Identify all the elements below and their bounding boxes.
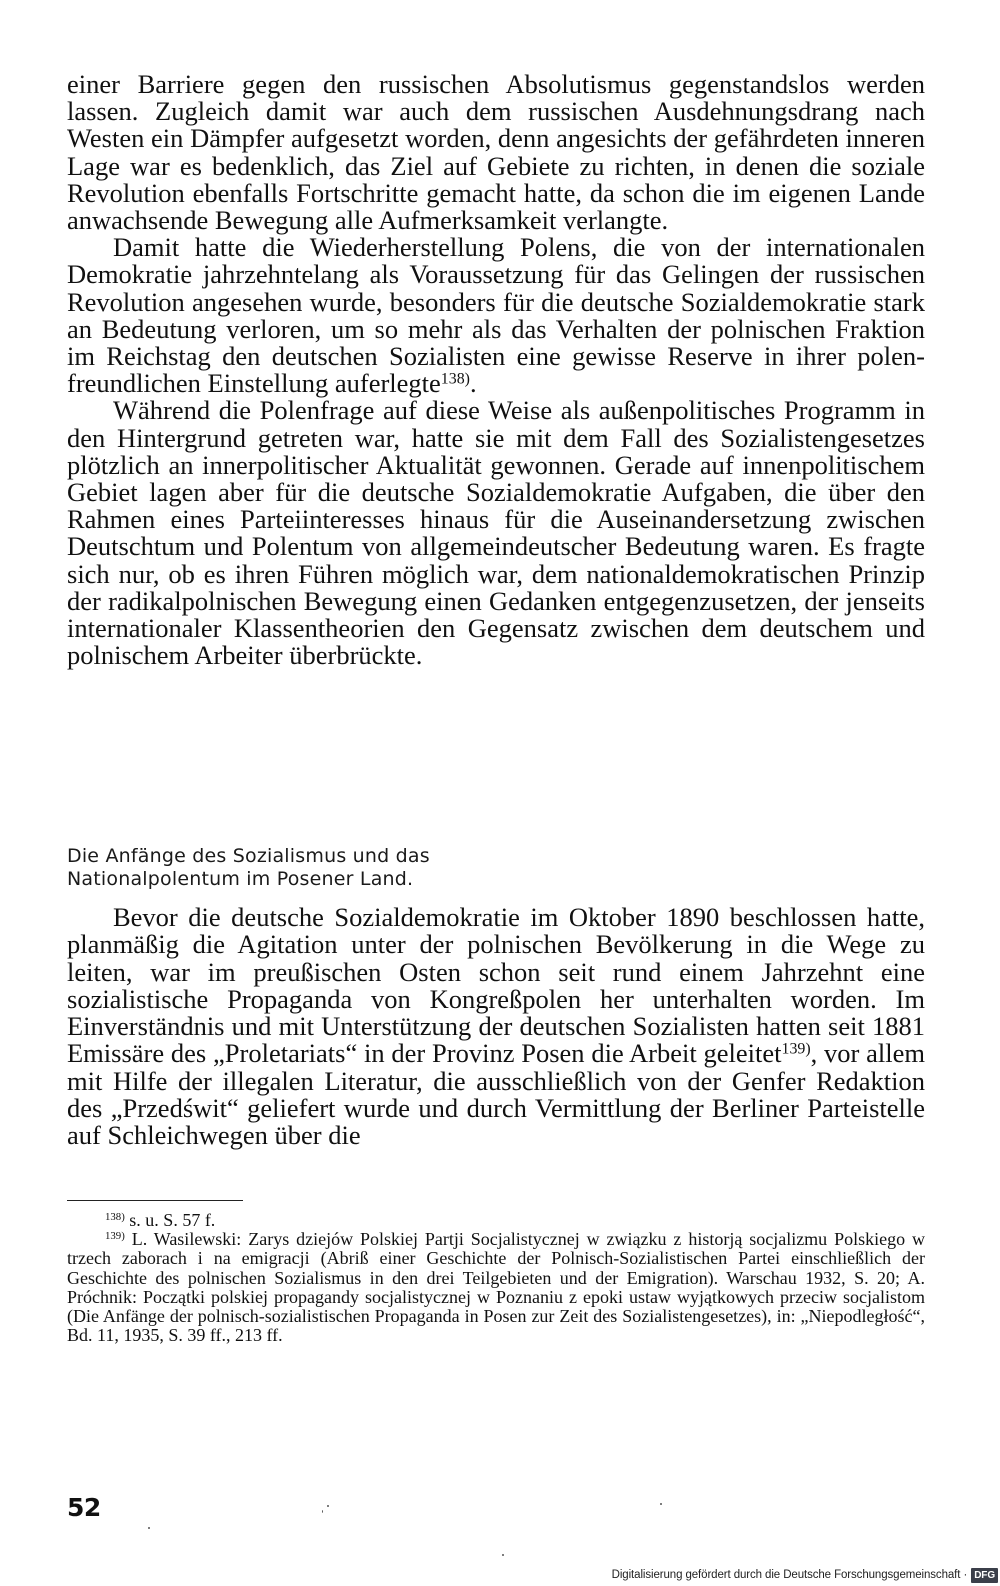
digitization-credit	[612, 1564, 1000, 1586]
footnote-ref-139: 139)	[781, 1040, 811, 1058]
paragraph-3	[67, 397, 925, 669]
paragraph-2-text: Damit hatte die Wiederherstellung Polens, die von der internationalen Demokratie jahrzehntelang als Voraussetzung für das Gelingen der russischen Revolution angesehen wurde, besonders für die deutsche Sozialdemokratie stark an Bedeutung verloren, um so mehr als das Verhalten der polnischen Fraktion im Reichstag den deutschen Sozialisten eine gewisse Reserve in ihrer polenfreundlichen Einstellung auferlegte	[67, 232, 925, 399]
section-paragraph	[67, 904, 925, 1150]
footnote-139	[67, 1230, 925, 1345]
section-paragraph-part-1: Bevor die deutsche Sozialdemokratie im Oktober 1890 beschlossen hatte, planmäßig die Agitation unter der polnischen Bevölkerung in die Wege zu leiten, war im preußischen Osten schon seit rund einem Jahrzehnt eine sozialistische Propaganda von Kongreßpolen her unterhalten worden. Im Einverständnis und mit Unterstützung der deutschen Sozialisten hatten seit 1881 Emissäre des „Proletariats“ in der Provinz Posen die Arbeit geleitet	[67, 902, 925, 1069]
paragraph-3-text: Während die Polenfrage auf diese Weise als außenpolitisches Programm in den Hintergrund getreten war, hatte sie mit dem Fall des Sozialistengesetzes plötzlich an innerpolitischer Aktualität gewonnen. Gerade auf innenpolitischem Gebiet lagen aber für die deutsche Sozialdemokratie Aufgaben, die über den Rahmen eines Parteiinteresses hinaus für die Auseinandersetzung zwischen Deutschtum und Polentum von allgemeindeutscher Bedeutung waren. Es fragte sich nur, ob es ihren Führen möglich war, dem nationaldemokratischen Prinzip der radikalpolnischen Bewegung einen Gedanken entgegenzusetzen, der jenseits internationaler Klassentheorien den Gegensatz zwischen dem deutschem und polnischem Arbeiter überbrückte.	[67, 395, 925, 671]
section-heading	[67, 845, 925, 891]
paragraph-2	[67, 234, 925, 397]
scan-speck	[660, 1503, 662, 1505]
footnote-139-text: L. Wasilewski: Zarys dziejów Polskiej Partji Socjalistycznej w związku z historją socjalizmu Polskiego w trzech zaborach i na emigracji (Abriß einer Geschichte der Polnisch-Sozialistischen Partei einschließlich der Geschichte des polnischen Sozialismus in den drei Teilgebieten und der Emigration). Warschau 1932, S. 20; A. Próchnik: Początki polskiej propagandy socjalistycznej w Poznaniu z epoki ustaw wyjątkowych przeciw socjalistom (Die Anfänge der polnisch-sozialistischen Propaganda in Posen zur Zeit des Sozialistengesetzes), in: „Niepodległość“, Bd. 11, 1935, S. 39 ff., 213 ff.	[67, 1229, 925, 1346]
footnotes	[67, 1211, 925, 1345]
scan-speck	[327, 1505, 329, 1507]
scan-speck	[148, 1527, 150, 1529]
footnote-138-mark: 138)	[105, 1211, 125, 1224]
credit-text: Digitalisierung gefördert durch die Deutsche Forschungsgemeinschaft ·	[611, 1569, 968, 1581]
page-number: 52	[67, 1493, 101, 1522]
scan-speck	[502, 1554, 504, 1556]
section-paragraph-part-2: , vor allem mit Hilfe der illegalen Literatur, die ausschließlich von der Genfer Redaktion des „Przedświt“ geliefert wurde und durch Vermittlung der Berliner Parteistelle auf Schleichwegen über die	[67, 1038, 926, 1151]
body-text-top	[67, 71, 925, 669]
footnote-138	[67, 1211, 925, 1230]
section-body-text	[67, 904, 925, 1150]
dfg-logo: DFG	[971, 1568, 998, 1583]
paragraph-1	[67, 71, 925, 234]
section-heading-line-2: Nationalpolentum im Posener Land.	[67, 868, 414, 890]
footnote-ref-138: 138)	[440, 370, 470, 388]
footnote-138-text: s. u. S. 57 f.	[124, 1210, 216, 1230]
footnote-divider	[67, 1200, 243, 1201]
paragraph-2-tail: .	[469, 368, 477, 399]
section-heading-line-1: Die Anfänge des Sozialismus und das	[67, 845, 430, 867]
scan-speck	[322, 1510, 323, 1513]
footnote-139-mark: 139)	[105, 1230, 125, 1243]
paragraph-1-text: einer Barriere gegen den russischen Absolutismus gegenstandslos werden lassen. Zugleich damit war auch dem russischen Ausdehnungsdrang nach Westen ein Dämpfer aufgesetzt worden, denn angesichts der gefährdeten inneren Lage war es bedenklich, das Ziel auf Gebiete zu richten, in denen die soziale Revolution ebenfalls Fortschritte gemacht hatte, da schon die im eigenen Lande anwachsende Bewegung alle Aufmerksamkeit verlangte.	[67, 69, 925, 236]
